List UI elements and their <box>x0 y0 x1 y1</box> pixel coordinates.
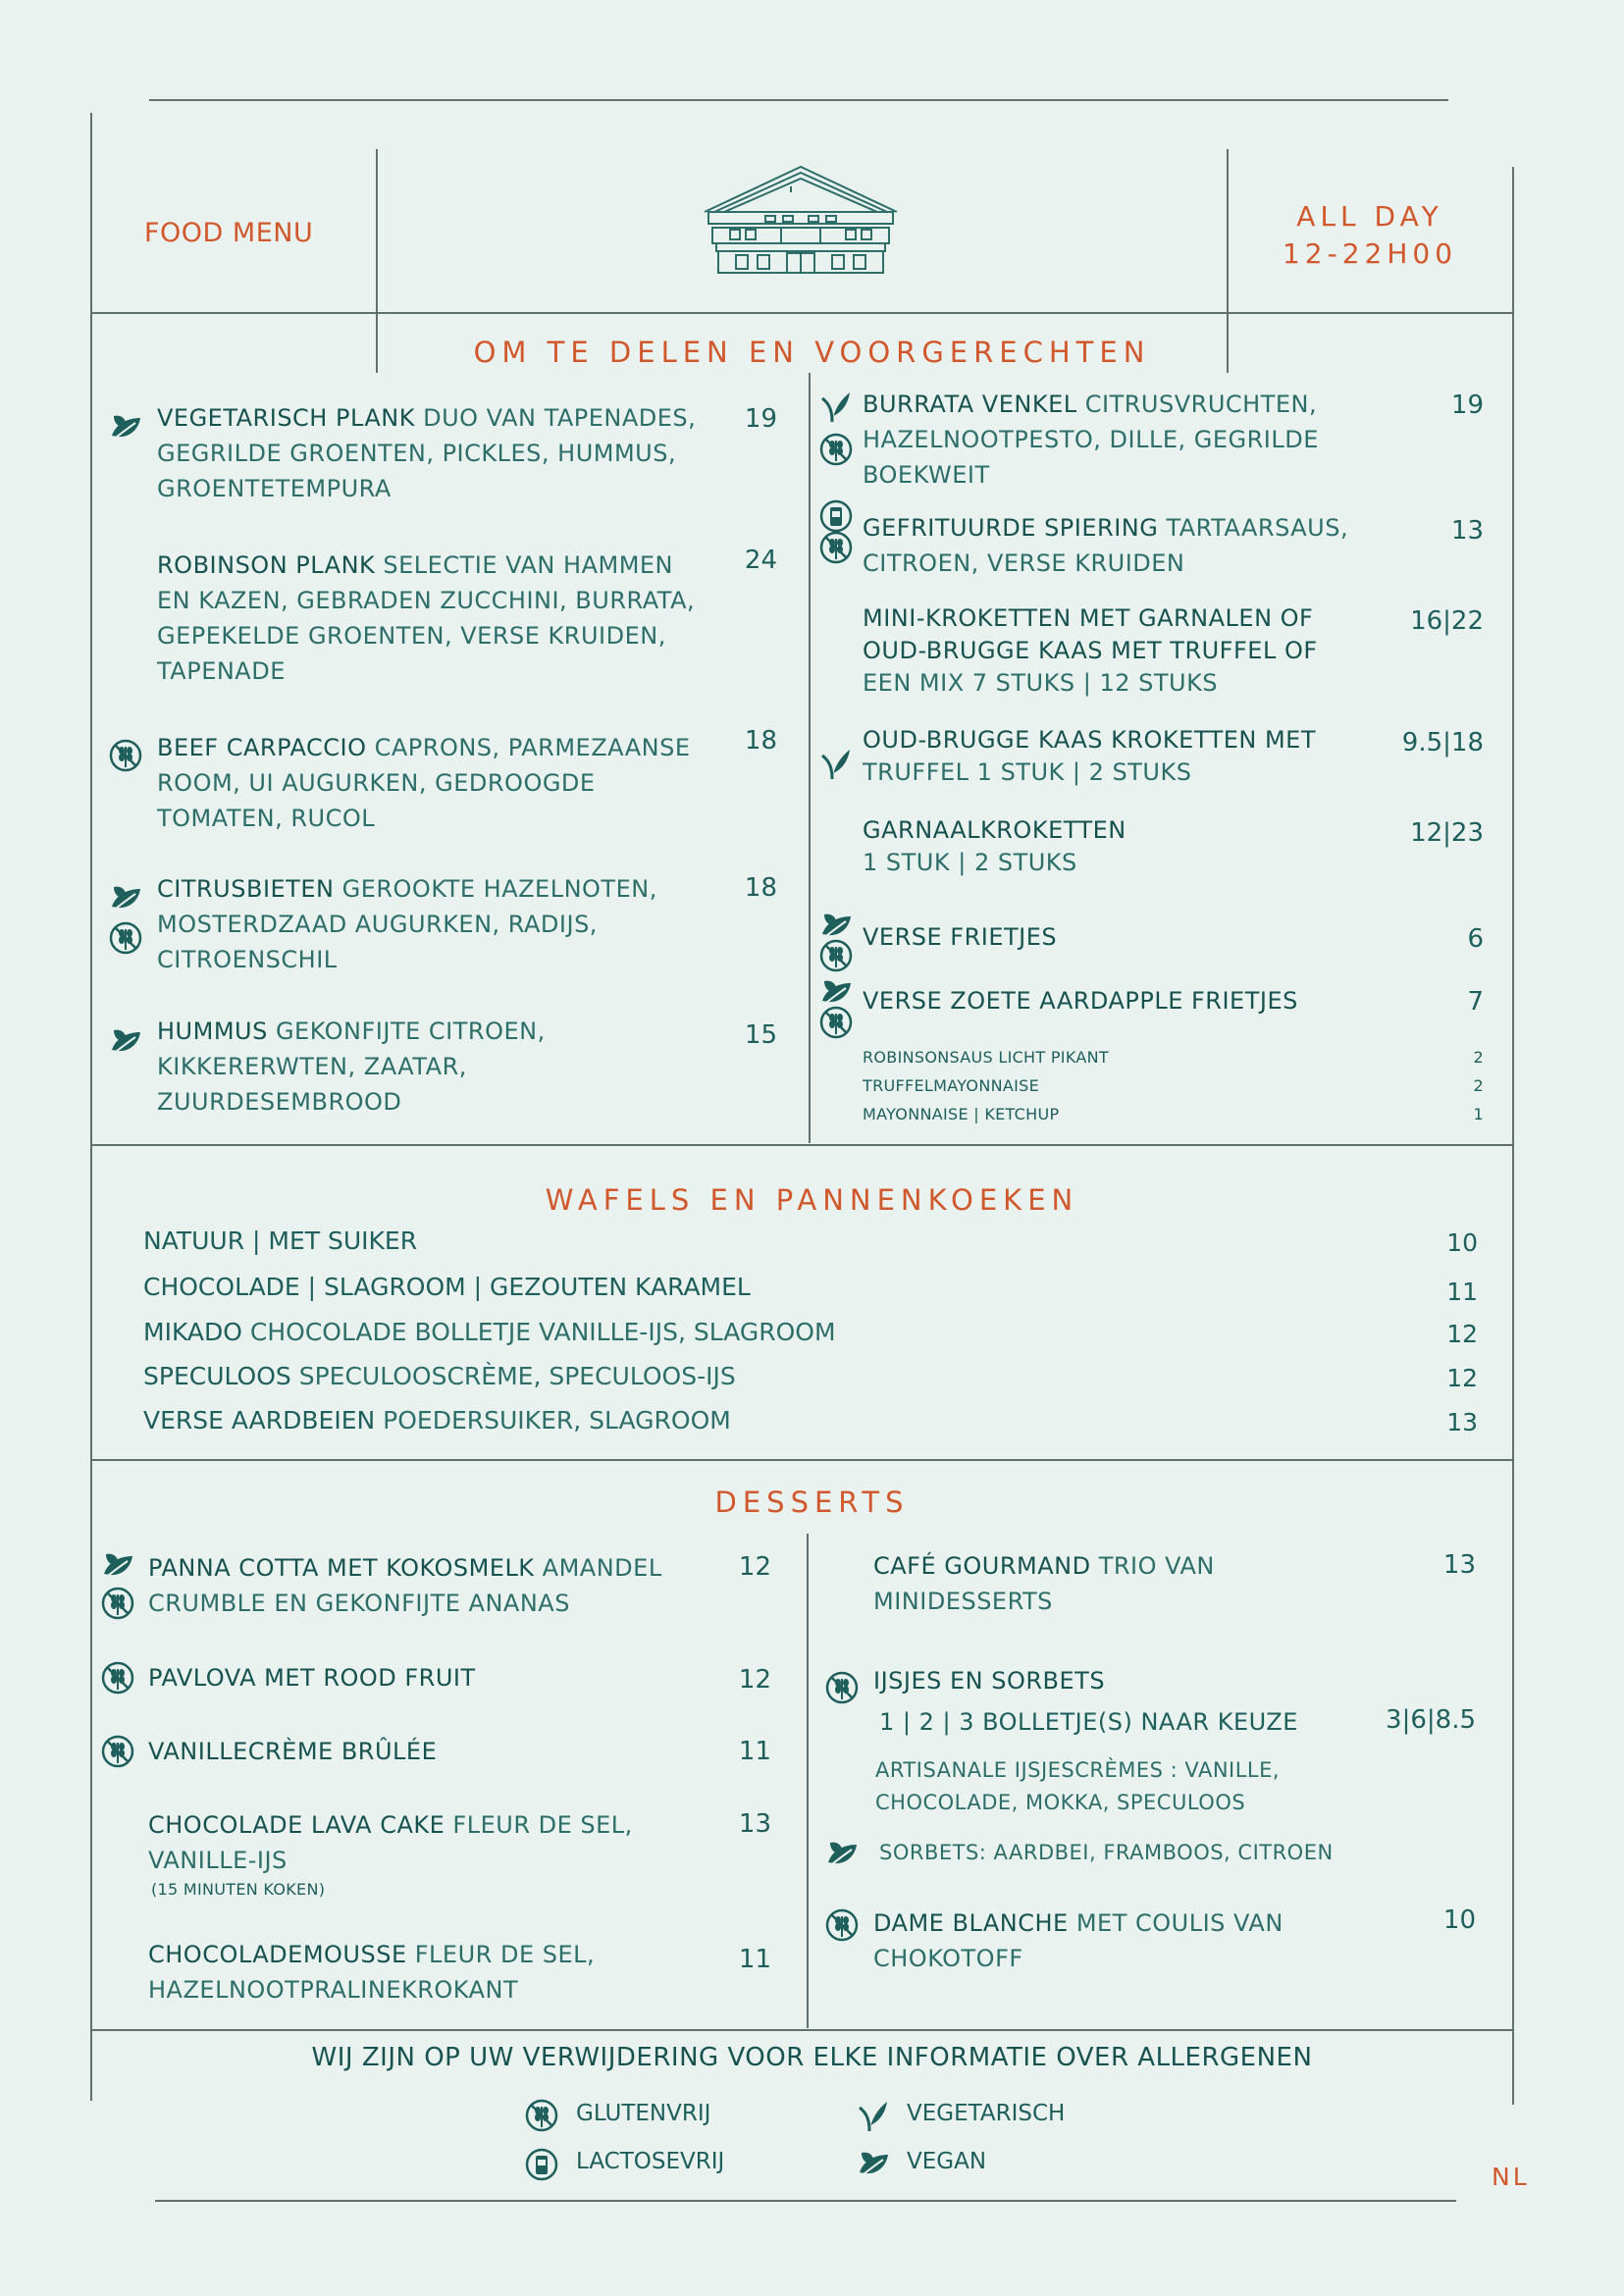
menu-item: OUD-BRUGGE KAAS KROKETTEN MET TRUFFEL 1 STUK | 2 STUKS <box>863 726 1317 786</box>
item-price: 19 <box>1450 391 1484 420</box>
lactose-free-icon <box>818 498 854 534</box>
waffle-row: VERSE AARDBEIEN POEDERSUIKER, SLAGROOM 13 <box>143 1406 1478 1436</box>
item-price: 19 <box>744 404 777 434</box>
menu-item: DAME BLANCHE MET COULIS VAN CHOKOTOFF <box>873 1909 1283 1972</box>
vegan-leaf-icon <box>824 1837 860 1872</box>
menu-item: CHOCOLADE LAVA CAKE FLEUR DE SEL, VANILLE-IJS <box>148 1811 633 1874</box>
item-price: 13 <box>1442 1550 1476 1580</box>
vegan-leaf-icon <box>108 410 143 445</box>
waffles-title: WAFELS EN PANNENKOEKEN <box>545 1183 1079 1217</box>
food-menu-label: FOOD MENU <box>144 218 314 248</box>
waffle-row: NATUUR | MET SUIKER 10 <box>143 1226 1478 1257</box>
vegan-leaf-icon <box>108 1024 143 1060</box>
waffles-bottom-rule <box>90 1459 1513 1461</box>
menu-item: VERSE FRIETJES <box>863 923 1058 951</box>
menu-item: BEEF CARPACCIO CAPRONS, PARMEZAANSE ROOM, UI AUGURKEN, GEDROOGDE TOMATEN, RUCOL <box>157 734 691 832</box>
gluten-free-icon <box>824 1907 860 1943</box>
item-price: 13 <box>738 1809 771 1839</box>
menu-item: VEGETARISCH PLANK DUO VAN TAPENADES, GEGRILDE GROENTEN, PICKLES, HUMMUS, GROENTETEMPURA <box>157 404 697 502</box>
sauce-price: 2 <box>1473 1076 1484 1095</box>
menu-item: VERSE ZOETE AARDAPPLE FRIETJES <box>863 987 1298 1015</box>
desserts-column-divider <box>807 1534 809 2028</box>
menu-item: MINI-KROKETTEN MET GARNALEN OF OUD-BRUGGE KAAS MET TRUFFEL OF EEN MIX 7 STUKS | 12 STUKS <box>863 604 1318 697</box>
gluten-free-icon <box>824 1670 860 1705</box>
item-price: 7 <box>1467 987 1484 1017</box>
item-price: 11 <box>738 1737 771 1766</box>
gluten-free-icon <box>100 1660 135 1696</box>
vegan-leaf-icon <box>108 881 143 916</box>
waffle-row: SPECULOOS SPECULOOSCRÈME, SPECULOOS-IJS 12 <box>143 1362 1478 1392</box>
lactose-free-icon <box>524 2147 559 2182</box>
sauce-item: MAYONNAISE | KETCHUP <box>863 1105 1060 1123</box>
menu-item: GEFRITUURDE SPIERING TARTAARSAUS, CITROEN, VERSE KRUIDEN <box>863 514 1349 577</box>
gluten-free-icon <box>524 2098 559 2133</box>
starters-title: OM TE DELEN EN VOORGERECHTEN <box>473 336 1151 369</box>
gluten-free-icon <box>100 1586 135 1621</box>
item-price: 11 <box>738 1945 771 1974</box>
legend-vegan: VEGAN <box>907 2149 987 2174</box>
item-price: 6 <box>1467 924 1484 954</box>
all-day-label: ALL DAY <box>1296 200 1443 233</box>
bottom-rule <box>155 2200 1456 2202</box>
house-logo-icon <box>703 163 899 276</box>
item-price: 13 <box>1450 516 1484 546</box>
waffle-row: CHOCOLADE | SLAGROOM | GEZOUTEN KARAMEL 11 <box>143 1273 1478 1306</box>
ice-creams: ARTISANALE IJSJESCRÈMES : VANILLE, CHOCOLADE, MOKKA, SPECULOOS <box>875 1758 1281 1814</box>
menu-item: HUMMUS GEKONFIJTE CITROEN, KIKKERERWTEN, ZAATAR, ZUURDESEMBROOD <box>157 1018 546 1116</box>
menu-item: PANNA COTTA MET KOKOSMELK AMANDEL CRUMBLE EN GEKONFIJTE ANANAS <box>148 1554 662 1617</box>
allergen-note: WIJ ZIJN OP UW VERWIJDERING VOOR ELKE INFORMATIE OVER ALLERGENEN <box>311 2043 1313 2072</box>
menu-item: PAVLOVA MET ROOD FRUIT <box>148 1664 476 1692</box>
sauce-price: 1 <box>1473 1105 1484 1123</box>
starters-column-divider <box>809 373 811 1143</box>
header-bottom-rule <box>90 312 1513 314</box>
item-price: 3|6|8.5 <box>1386 1705 1476 1735</box>
sauce-price: 2 <box>1473 1048 1484 1067</box>
item-price: 9.5|18 <box>1401 728 1484 757</box>
vegan-leaf-icon <box>856 2147 891 2182</box>
menu-item: VANILLECRÈME BRÛLÉE <box>148 1738 438 1765</box>
item-price: 16|22 <box>1410 606 1484 636</box>
menu-item: CITRUSBIETEN GEROOKTE HAZELNOTEN, MOSTERDZAAD AUGURKEN, RADIJS, CITROENSCHIL <box>157 875 657 973</box>
item-price: 12 <box>738 1665 771 1695</box>
gluten-free-icon <box>108 920 143 956</box>
opening-hours: 12-22H00 <box>1282 237 1458 270</box>
ice-scoops: 1 | 2 | 3 BOLLETJE(S) NAAR KEUZE <box>879 1708 1298 1736</box>
sorbets: SORBETS: AARDBEI, FRAMBOOS, CITROEN <box>879 1841 1334 1864</box>
item-price: 12|23 <box>1410 818 1484 848</box>
menu-item: ROBINSON PLANK SELECTIE VAN HAMMEN EN KAZEN, GEBRADEN ZUCCHINI, BURRATA, GEPEKELDE GROENTEN, VERSE KRUIDEN, TAPENADE <box>157 551 696 685</box>
frame-right <box>1512 167 1514 2105</box>
desserts-title: DESSERTS <box>714 1486 910 1519</box>
desserts-bottom-rule <box>90 2029 1513 2031</box>
cooking-time-note: (15 MINUTEN KOKEN) <box>151 1880 326 1899</box>
vegetarian-sprout-icon <box>818 746 854 781</box>
sauce-item: ROBINSONSAUS LICHT PIKANT <box>863 1048 1109 1067</box>
gluten-free-icon <box>108 738 143 773</box>
item-price: 12 <box>738 1552 771 1582</box>
legend-lactose-free: LACTOSEVRIJ <box>576 2149 725 2174</box>
vegetarian-sprout-icon <box>856 2098 891 2133</box>
gluten-free-icon <box>818 1005 854 1040</box>
top-rule <box>149 99 1448 101</box>
frame-left <box>90 113 92 2101</box>
item-price: 15 <box>744 1020 777 1050</box>
vegan-leaf-icon <box>100 1548 135 1584</box>
item-price: 18 <box>744 873 777 903</box>
item-price: 10 <box>1442 1905 1476 1935</box>
item-price: 24 <box>744 546 777 575</box>
gluten-free-icon <box>100 1734 135 1769</box>
legend-gluten-free: GLUTENVRIJ <box>576 2101 711 2126</box>
gluten-free-icon <box>818 530 854 565</box>
vegetarian-sprout-icon <box>818 389 854 424</box>
menu-item: CAFÉ GOURMAND TRIO VAN MINIDESSERTS <box>873 1552 1215 1615</box>
language-label: NL <box>1492 2163 1530 2191</box>
gluten-free-icon <box>818 938 854 973</box>
legend-vegetarian: VEGETARISCH <box>907 2101 1066 2126</box>
gluten-free-icon <box>818 432 854 467</box>
waffle-row: MIKADO CHOCOLADE BOLLETJE VANILLE-IJS, SLAGROOM 12 <box>143 1318 1478 1348</box>
starters-bottom-rule <box>90 1144 1513 1146</box>
menu-item: CHOCOLADEMOUSSE FLEUR DE SEL, HAZELNOOTPRALINEKROKANT <box>148 1941 596 2004</box>
menu-item: GARNAALKROKETTEN 1 STUK | 2 STUKS <box>863 816 1126 876</box>
menu-item: BURRATA VENKEL CITRUSVRUCHTEN, HAZELNOOTPESTO, DILLE, GEGRILDE BOEKWEIT <box>863 391 1319 489</box>
sauce-item: TRUFFELMAYONNAISE <box>863 1076 1039 1095</box>
menu-item: IJSJES EN SORBETS <box>873 1667 1106 1695</box>
item-price: 18 <box>744 726 777 756</box>
